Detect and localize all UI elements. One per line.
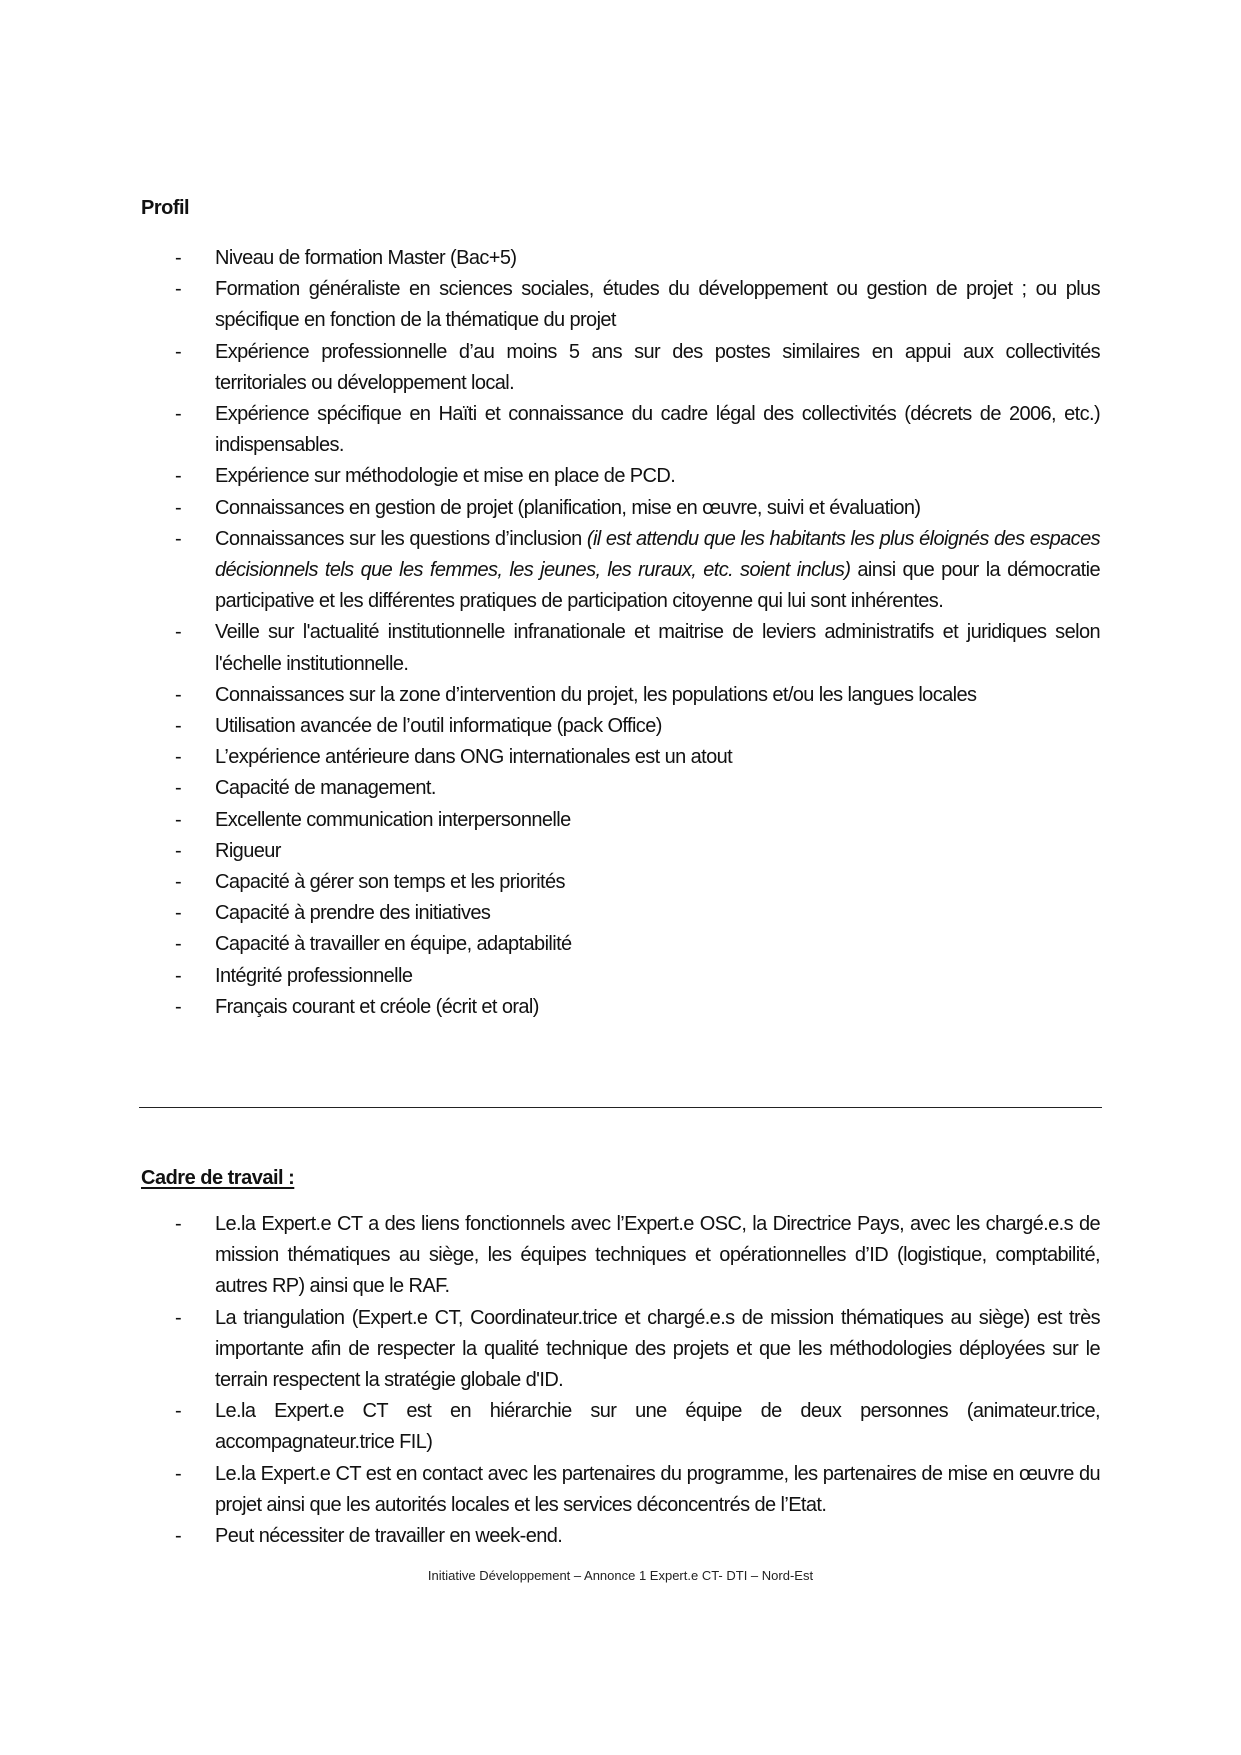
list-item: - Français courant et créole (écrit et oral)	[175, 992, 1100, 1023]
bullet-dash: -	[175, 808, 182, 831]
list-item: - Le.la Expert.e CT est en contact avec les partenaires du programme, les partenaires de mise en œuvre du projet ainsi que les autorités locales et les services déconcentrés de l’Etat.	[175, 1459, 1100, 1521]
bullet-dash: -	[175, 777, 182, 800]
list-item: - Capacité à travailler en équipe, adaptabilité	[175, 929, 1100, 960]
cadre-list	[175, 1209, 1100, 1552]
list-item: - Rigueur	[175, 836, 1100, 867]
bullet-dash: -	[175, 683, 182, 706]
bullet-dash: -	[175, 247, 182, 269]
list-item: - Le.la Expert.e CT a des liens fonctionnels avec l’Expert.e OSC, la Directrice Pays, avec les chargé.e.s de mission thématiques au siège, les équipes techniques et opérationnelles d’ID (logistique, comptabilité, autres RP) ainsi que le RAF.	[175, 1209, 1100, 1303]
list-item: - Capacité de management.	[175, 773, 1100, 804]
list-item: - Formation généraliste en sciences sociales, études du développement ou gestion de projet ; ou plus spécifique en fonction de la thématique du projet	[175, 274, 1100, 336]
list-item: - Niveau de formation Master (Bac+5)	[175, 243, 1100, 274]
bullet-dash: -	[175, 1213, 182, 1235]
list-item: - Capacité à gérer son temps et les priorités	[175, 867, 1100, 898]
list-item: - Excellente communication interpersonnelle	[175, 805, 1100, 836]
list-item: - Utilisation avancée de l’outil informatique (pack Office)	[175, 711, 1100, 742]
profil-list	[175, 243, 1100, 1023]
section-heading-cadre: Cadre de travail :	[141, 1167, 295, 1189]
bullet-dash: -	[175, 527, 182, 550]
list-item: - Capacité à prendre des initiatives	[175, 898, 1100, 929]
bullet-dash: -	[175, 278, 182, 301]
section-heading-profil: Profil	[141, 197, 190, 219]
bullet-dash: -	[175, 746, 182, 769]
bullet-dash: -	[175, 465, 182, 488]
list-item: - Expérience spécifique en Haïti et connaissance du cadre légal des collectivités (décrets de 2006, etc.) indispensables.	[175, 399, 1100, 461]
list-item: - Le.la Expert.e CT est en hiérarchie sur une équipe de deux personnes (animateur.trice, accompagnateur.trice FIL)	[175, 1396, 1100, 1458]
list-item: - Intégrité professionnelle	[175, 961, 1100, 992]
list-item: - Connaissances sur la zone d’intervention du projet, les populations et/ou les langues locales	[175, 680, 1100, 711]
list-item: - Expérience professionnelle d’au moins 5 ans sur des postes similaires en appui aux collectivités territoriales ou développement local.	[175, 337, 1100, 399]
bullet-dash: -	[175, 1306, 182, 1329]
list-item: - Expérience sur méthodologie et mise en place de PCD.	[175, 461, 1100, 492]
list-item: - Peut nécessiter de travailler en week-end.	[175, 1521, 1100, 1552]
bullet-dash: -	[175, 933, 182, 956]
bullet-dash: -	[175, 496, 182, 519]
bullet-dash: -	[175, 621, 182, 644]
italic-note: (il est attendu que les habitants les plus éloignés des espaces décisionnels tels que les femmes, les jeunes, les ruraux, etc. soient inclus)	[215, 527, 1100, 582]
bullet-dash: -	[175, 1525, 182, 1548]
bullet-dash: -	[175, 403, 182, 426]
bullet-dash: -	[175, 340, 182, 363]
bullet-dash: -	[175, 715, 182, 738]
bullet-dash: -	[175, 839, 182, 862]
bullet-dash: -	[175, 1462, 182, 1485]
bullet-dash: -	[175, 1400, 182, 1423]
bullet-dash: -	[175, 871, 182, 894]
bullet-dash: -	[175, 964, 182, 987]
horizontal-divider	[139, 1107, 1102, 1108]
list-item-inclusion: - Connaissances sur les questions d’inclusion (il est attendu que les habitants les plus éloignés des espaces décisionnels tels que les femmes, les jeunes, les ruraux, etc. soient inclus) ainsi que pour la démocratie participative et les différentes pratiques de participation citoyenne qui lui sont inhérentes.	[175, 524, 1100, 618]
bullet-dash: -	[175, 902, 182, 925]
page-footer: Initiative Développement – Annonce 1 Expert.e CT- DTI – Nord-Est	[427, 1568, 814, 1583]
list-item: - La triangulation (Expert.e CT, Coordinateur.trice et chargé.e.s de mission thématiques au siège) est très importante afin de respecter la qualité technique des projets et que les méthodologies déployées sur le terrain respectent la stratégie globale d'ID.	[175, 1303, 1100, 1397]
list-item: - Connaissances en gestion de projet (planification, mise en œuvre, suivi et évaluation)	[175, 493, 1100, 524]
list-item: - Veille sur l'actualité institutionnelle infranationale et maitrise de leviers administratifs et juridiques selon l'échelle institutionnelle.	[175, 617, 1100, 679]
list-item: - L’expérience antérieure dans ONG internationales est un atout	[175, 742, 1100, 773]
bullet-dash: -	[175, 995, 182, 1018]
